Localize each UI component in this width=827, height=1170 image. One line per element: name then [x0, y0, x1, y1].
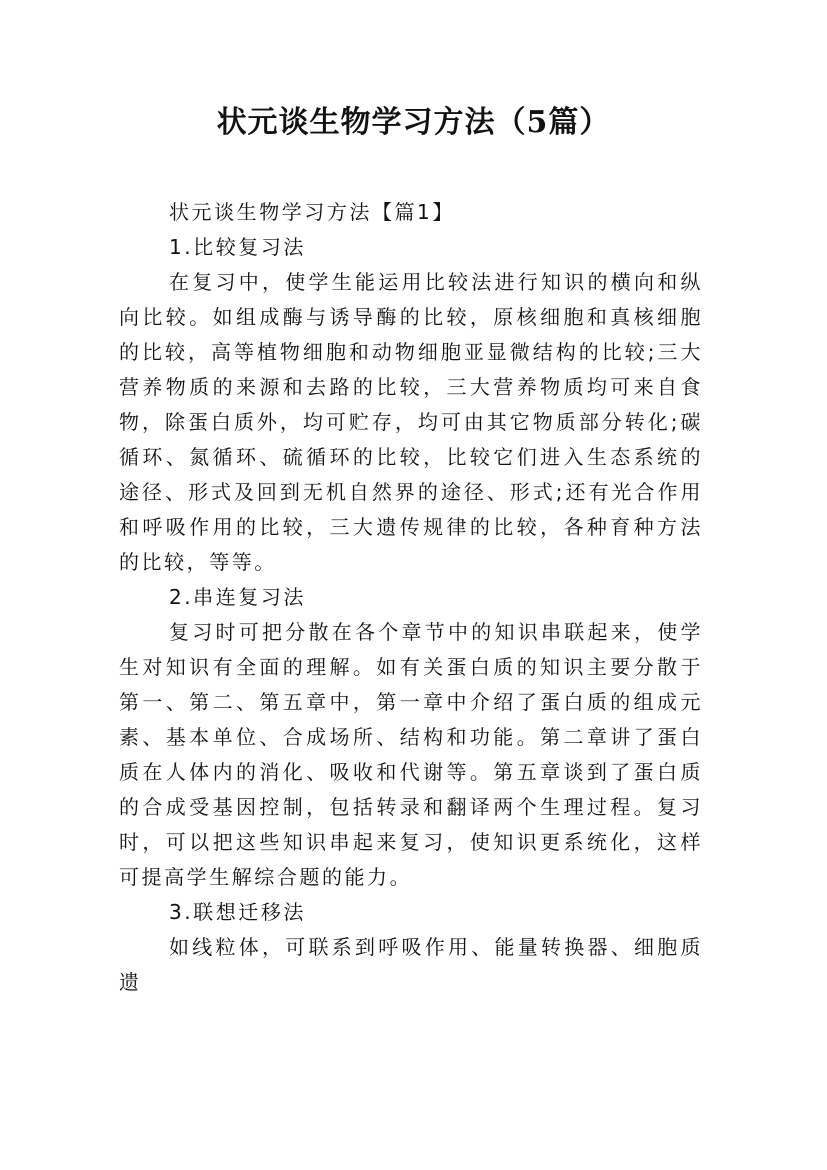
- subheading-comparison-review: 1.比较复习法: [169, 235, 306, 259]
- subheading-association-transfer: 3.联想迁移法: [169, 900, 306, 924]
- section-heading: 状元谈生物学习方法【篇1】: [169, 200, 455, 224]
- subheading-series-review: 2.串连复习法: [169, 585, 306, 609]
- document-body: [119, 195, 703, 1000]
- body-paragraph: 在复习中，使学生能运用比较法进行知识的横向和纵向比较。如组成酶与诱导酶的比较，原核细胞和真核细胞的比较，高等植物细胞和动物细胞亚显微结构的比较;三大营养物质的来源和去路的比较，三大营养物质均可来自食物，除蛋白质外，均可贮存，均可由其它物质部分转化;碳循环、氮循环、硫循环的比较，比较它们进入生态系统的途径、形式及回到无机自然界的途径、形式;还有光合作用和呼吸作用的比较，三大遗传规律的比较，各种育种方法的比较，等等。: [119, 270, 703, 574]
- document-title: 状元谈生物学习方法（5篇）: [216, 105, 611, 140]
- body-paragraph: 复习时可把分散在各个章节中的知识串联起来，使学生对知识有全面的理解。如有关蛋白质的知识主要分散于第一、第二、第五章中，第一章中介绍了蛋白质的组成元素、基本单位、合成场所、结构和功能。第二章讲了蛋白质在人体内的消化、吸收和代谢等。第五章谈到了蛋白质的合成受基因控制，包括转录和翻译两个生理过程。复习时，可以把这些知识串起来复习，使知识更系统化，这样可提高学生解综合题的能力。: [119, 620, 703, 889]
- body-paragraph: 如线粒体，可联系到呼吸作用、能量转换器、细胞质遗: [119, 935, 703, 994]
